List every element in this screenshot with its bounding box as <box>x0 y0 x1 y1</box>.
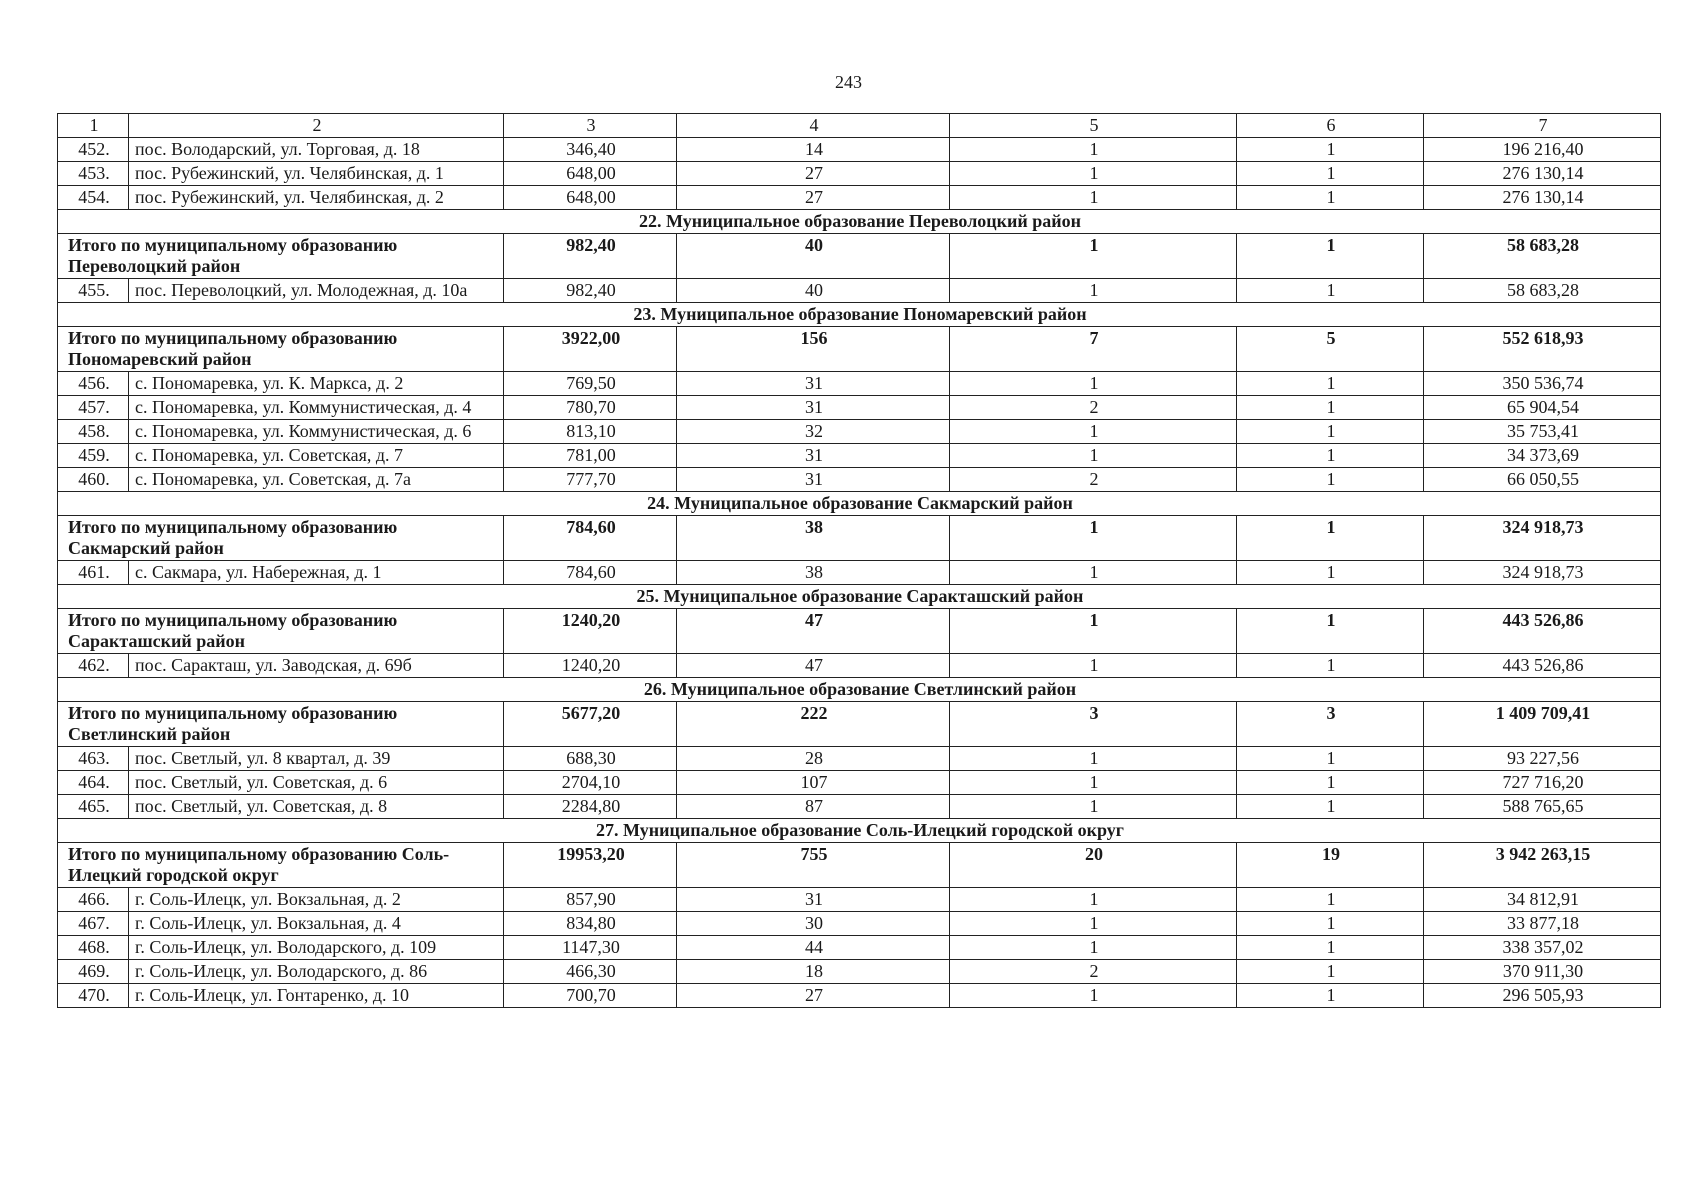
row-col6: 1 <box>1237 912 1424 936</box>
row-col6: 1 <box>1237 984 1424 1008</box>
row-address: г. Соль-Илецк, ул. Вокзальная, д. 4 <box>129 912 504 936</box>
subtotal-row <box>58 843 1661 888</box>
subtotal-amount: 1 409 709,41 <box>1424 702 1661 747</box>
section-title: 23. Муниципальное образование Пономаревский район <box>58 303 1661 327</box>
subtotal-label: Итого по муниципальному образованию Соль-Илецкий городской округ <box>58 843 504 888</box>
subtotal-amount: 324 918,73 <box>1424 516 1661 561</box>
row-area: 834,80 <box>504 912 677 936</box>
subtotal-area: 1240,20 <box>504 609 677 654</box>
row-col6: 1 <box>1237 795 1424 819</box>
row-area: 813,10 <box>504 420 677 444</box>
row-col4: 107 <box>677 771 950 795</box>
row-col6: 1 <box>1237 936 1424 960</box>
row-number: 469. <box>58 960 129 984</box>
table-body <box>58 114 1661 1008</box>
column-number: 4 <box>677 114 950 138</box>
row-address: пос. Светлый, ул. Советская, д. 8 <box>129 795 504 819</box>
row-col5: 2 <box>950 468 1237 492</box>
table-row <box>58 888 1661 912</box>
row-number: 454. <box>58 186 129 210</box>
subtotal-col6: 1 <box>1237 516 1424 561</box>
column-number: 1 <box>58 114 129 138</box>
subtotal-col6: 3 <box>1237 702 1424 747</box>
row-col6: 1 <box>1237 396 1424 420</box>
row-area: 700,70 <box>504 984 677 1008</box>
row-area: 2704,10 <box>504 771 677 795</box>
row-address: пос. Светлый, ул. 8 квартал, д. 39 <box>129 747 504 771</box>
subtotal-col6: 1 <box>1237 609 1424 654</box>
subtotal-area: 19953,20 <box>504 843 677 888</box>
subtotal-col5: 3 <box>950 702 1237 747</box>
table-row <box>58 936 1661 960</box>
row-col5: 1 <box>950 561 1237 585</box>
row-col4: 27 <box>677 186 950 210</box>
row-col5: 1 <box>950 162 1237 186</box>
subtotal-amount: 552 618,93 <box>1424 327 1661 372</box>
row-number: 460. <box>58 468 129 492</box>
row-col4: 27 <box>677 162 950 186</box>
subtotal-col4: 40 <box>677 234 950 279</box>
subtotal-col5: 7 <box>950 327 1237 372</box>
row-col4: 38 <box>677 561 950 585</box>
row-address: пос. Переволоцкий, ул. Молодежная, д. 10а <box>129 279 504 303</box>
row-col5: 1 <box>950 420 1237 444</box>
row-col4: 47 <box>677 654 950 678</box>
row-amount: 296 505,93 <box>1424 984 1661 1008</box>
table-row <box>58 984 1661 1008</box>
row-area: 781,00 <box>504 444 677 468</box>
row-amount: 338 357,02 <box>1424 936 1661 960</box>
row-area: 2284,80 <box>504 795 677 819</box>
subtotal-col4: 47 <box>677 609 950 654</box>
column-number: 2 <box>129 114 504 138</box>
row-col6: 1 <box>1237 372 1424 396</box>
row-col5: 1 <box>950 888 1237 912</box>
row-amount: 66 050,55 <box>1424 468 1661 492</box>
row-col4: 31 <box>677 468 950 492</box>
section-title: 26. Муниципальное образование Светлинский район <box>58 678 1661 702</box>
subtotal-label: Итого по муниципальному образованию Светлинский район <box>58 702 504 747</box>
subtotal-col5: 1 <box>950 609 1237 654</box>
subtotal-row <box>58 327 1661 372</box>
section-title: 24. Муниципальное образование Сакмарский район <box>58 492 1661 516</box>
table-row <box>58 771 1661 795</box>
row-number: 456. <box>58 372 129 396</box>
row-col4: 31 <box>677 888 950 912</box>
row-amount: 727 716,20 <box>1424 771 1661 795</box>
row-col5: 1 <box>950 279 1237 303</box>
section-title: 22. Муниципальное образование Переволоцкий район <box>58 210 1661 234</box>
row-col6: 1 <box>1237 468 1424 492</box>
table-row <box>58 561 1661 585</box>
row-address: г. Соль-Илецк, ул. Гонтаренко, д. 10 <box>129 984 504 1008</box>
row-col6: 1 <box>1237 960 1424 984</box>
row-col6: 1 <box>1237 888 1424 912</box>
row-number: 455. <box>58 279 129 303</box>
row-address: г. Соль-Илецк, ул. Володарского, д. 86 <box>129 960 504 984</box>
row-number: 462. <box>58 654 129 678</box>
column-number: 5 <box>950 114 1237 138</box>
table-row <box>58 795 1661 819</box>
page-number: 243 <box>835 72 862 92</box>
subtotal-area: 982,40 <box>504 234 677 279</box>
row-number: 458. <box>58 420 129 444</box>
subtotal-col4: 222 <box>677 702 950 747</box>
table-row <box>58 654 1661 678</box>
row-col4: 32 <box>677 420 950 444</box>
table-row <box>58 162 1661 186</box>
row-col5: 1 <box>950 936 1237 960</box>
row-amount: 65 904,54 <box>1424 396 1661 420</box>
row-address: пос. Светлый, ул. Советская, д. 6 <box>129 771 504 795</box>
row-address: с. Сакмара, ул. Набережная, д. 1 <box>129 561 504 585</box>
row-col4: 14 <box>677 138 950 162</box>
column-number: 6 <box>1237 114 1424 138</box>
subtotal-label: Итого по муниципальному образованию Сакмарский район <box>58 516 504 561</box>
row-col4: 28 <box>677 747 950 771</box>
row-col4: 30 <box>677 912 950 936</box>
row-number: 470. <box>58 984 129 1008</box>
row-amount: 35 753,41 <box>1424 420 1661 444</box>
section-header-row <box>58 819 1661 843</box>
row-address: с. Пономаревка, ул. Советская, д. 7а <box>129 468 504 492</box>
subtotal-col5: 20 <box>950 843 1237 888</box>
row-col5: 1 <box>950 771 1237 795</box>
table-row <box>58 372 1661 396</box>
row-area: 1147,30 <box>504 936 677 960</box>
row-col4: 31 <box>677 372 950 396</box>
section-title: 25. Муниципальное образование Саракташский район <box>58 585 1661 609</box>
row-address: с. Пономаревка, ул. К. Маркса, д. 2 <box>129 372 504 396</box>
section-header-row <box>58 678 1661 702</box>
row-area: 769,50 <box>504 372 677 396</box>
row-amount: 588 765,65 <box>1424 795 1661 819</box>
table-row <box>58 396 1661 420</box>
row-area: 857,90 <box>504 888 677 912</box>
registry-table <box>57 113 1661 1008</box>
row-amount: 58 683,28 <box>1424 279 1661 303</box>
subtotal-amount: 58 683,28 <box>1424 234 1661 279</box>
row-col4: 31 <box>677 444 950 468</box>
row-address: с. Пономаревка, ул. Коммунистическая, д. 4 <box>129 396 504 420</box>
section-header-row <box>58 585 1661 609</box>
row-amount: 443 526,86 <box>1424 654 1661 678</box>
row-col5: 1 <box>950 984 1237 1008</box>
row-number: 465. <box>58 795 129 819</box>
row-area: 1240,20 <box>504 654 677 678</box>
row-col4: 18 <box>677 960 950 984</box>
row-address: пос. Рубежинский, ул. Челябинская, д. 2 <box>129 186 504 210</box>
table-row <box>58 420 1661 444</box>
row-col5: 2 <box>950 396 1237 420</box>
row-amount: 276 130,14 <box>1424 186 1661 210</box>
row-area: 777,70 <box>504 468 677 492</box>
table-row <box>58 444 1661 468</box>
row-number: 453. <box>58 162 129 186</box>
subtotal-col6: 1 <box>1237 234 1424 279</box>
subtotal-col4: 38 <box>677 516 950 561</box>
row-col6: 1 <box>1237 162 1424 186</box>
row-col4: 87 <box>677 795 950 819</box>
subtotal-col5: 1 <box>950 234 1237 279</box>
table-row <box>58 279 1661 303</box>
row-col5: 1 <box>950 444 1237 468</box>
row-col6: 1 <box>1237 654 1424 678</box>
row-number: 467. <box>58 912 129 936</box>
subtotal-area: 3922,00 <box>504 327 677 372</box>
row-col6: 1 <box>1237 186 1424 210</box>
table-row <box>58 912 1661 936</box>
row-area: 780,70 <box>504 396 677 420</box>
subtotal-col6: 19 <box>1237 843 1424 888</box>
row-area: 648,00 <box>504 186 677 210</box>
row-col5: 1 <box>950 795 1237 819</box>
subtotal-row <box>58 516 1661 561</box>
row-col5: 1 <box>950 138 1237 162</box>
row-address: пос. Саракташ, ул. Заводская, д. 69б <box>129 654 504 678</box>
row-amount: 350 536,74 <box>1424 372 1661 396</box>
subtotal-row <box>58 609 1661 654</box>
row-address: с. Пономаревка, ул. Коммунистическая, д. 6 <box>129 420 504 444</box>
table-row <box>58 468 1661 492</box>
subtotal-amount: 443 526,86 <box>1424 609 1661 654</box>
row-amount: 276 130,14 <box>1424 162 1661 186</box>
row-col6: 1 <box>1237 771 1424 795</box>
row-area: 466,30 <box>504 960 677 984</box>
row-col6: 1 <box>1237 279 1424 303</box>
section-header-row <box>58 303 1661 327</box>
row-col4: 44 <box>677 936 950 960</box>
subtotal-label: Итого по муниципальному образованию Саракташский район <box>58 609 504 654</box>
subtotal-label: Итого по муниципальному образованию Переволоцкий район <box>58 234 504 279</box>
row-col6: 1 <box>1237 747 1424 771</box>
row-col4: 27 <box>677 984 950 1008</box>
row-area: 982,40 <box>504 279 677 303</box>
section-title: 27. Муниципальное образование Соль-Илецкий городской округ <box>58 819 1661 843</box>
row-amount: 370 911,30 <box>1424 960 1661 984</box>
row-address: пос. Рубежинский, ул. Челябинская, д. 1 <box>129 162 504 186</box>
row-area: 688,30 <box>504 747 677 771</box>
row-area: 346,40 <box>504 138 677 162</box>
row-col6: 1 <box>1237 561 1424 585</box>
row-address: г. Соль-Илецк, ул. Вокзальная, д. 2 <box>129 888 504 912</box>
subtotal-col4: 755 <box>677 843 950 888</box>
row-col4: 40 <box>677 279 950 303</box>
subtotal-area: 5677,20 <box>504 702 677 747</box>
row-number: 461. <box>58 561 129 585</box>
row-amount: 34 373,69 <box>1424 444 1661 468</box>
row-area: 648,00 <box>504 162 677 186</box>
row-col5: 1 <box>950 912 1237 936</box>
row-col5: 1 <box>950 372 1237 396</box>
row-number: 466. <box>58 888 129 912</box>
row-number: 464. <box>58 771 129 795</box>
row-col6: 1 <box>1237 138 1424 162</box>
subtotal-col6: 5 <box>1237 327 1424 372</box>
row-amount: 324 918,73 <box>1424 561 1661 585</box>
row-area: 784,60 <box>504 561 677 585</box>
column-number: 3 <box>504 114 677 138</box>
row-number: 463. <box>58 747 129 771</box>
row-address: пос. Володарский, ул. Торговая, д. 18 <box>129 138 504 162</box>
row-col5: 1 <box>950 186 1237 210</box>
row-number: 452. <box>58 138 129 162</box>
row-col5: 1 <box>950 654 1237 678</box>
row-number: 468. <box>58 936 129 960</box>
table-row <box>58 747 1661 771</box>
row-address: г. Соль-Илецк, ул. Володарского, д. 109 <box>129 936 504 960</box>
subtotal-col5: 1 <box>950 516 1237 561</box>
section-header-row <box>58 492 1661 516</box>
subtotal-col4: 156 <box>677 327 950 372</box>
row-col5: 2 <box>950 960 1237 984</box>
row-col5: 1 <box>950 747 1237 771</box>
row-col6: 1 <box>1237 420 1424 444</box>
row-col4: 31 <box>677 396 950 420</box>
row-number: 457. <box>58 396 129 420</box>
row-number: 459. <box>58 444 129 468</box>
row-amount: 196 216,40 <box>1424 138 1661 162</box>
subtotal-row <box>58 234 1661 279</box>
row-amount: 93 227,56 <box>1424 747 1661 771</box>
section-header-row <box>58 210 1661 234</box>
row-amount: 33 877,18 <box>1424 912 1661 936</box>
table-row <box>58 186 1661 210</box>
table-row <box>58 138 1661 162</box>
row-address: с. Пономаревка, ул. Советская, д. 7 <box>129 444 504 468</box>
column-number: 7 <box>1424 114 1661 138</box>
subtotal-area: 784,60 <box>504 516 677 561</box>
row-col6: 1 <box>1237 444 1424 468</box>
column-number-row <box>58 114 1661 138</box>
subtotal-label: Итого по муниципальному образованию Пономаревский район <box>58 327 504 372</box>
subtotal-amount: 3 942 263,15 <box>1424 843 1661 888</box>
subtotal-row <box>58 702 1661 747</box>
row-amount: 34 812,91 <box>1424 888 1661 912</box>
table-row <box>58 960 1661 984</box>
